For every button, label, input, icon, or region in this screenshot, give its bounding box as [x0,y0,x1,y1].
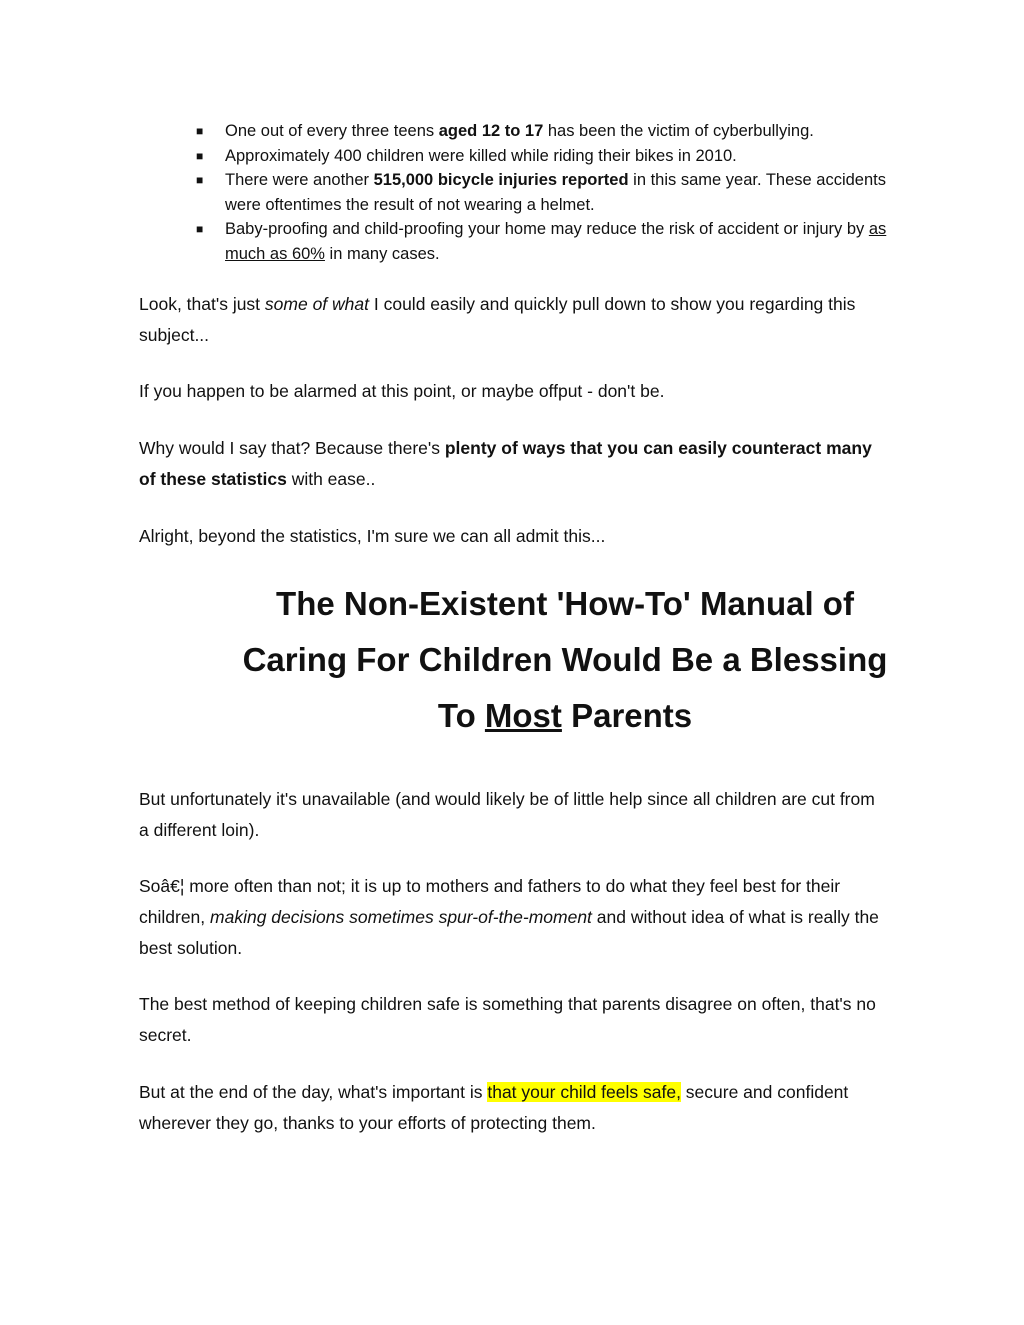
italic-text: making decisions sometimes spur-of-the-moment [210,907,592,927]
bold-text: aged 12 to 17 [438,122,544,140]
bullet-square-icon: ■ [196,124,204,138]
bullet-square-icon: ■ [196,173,204,187]
underlined-text: Most [484,697,562,734]
paragraph-best-method: The best method of keeping children safe is something that parents disagree on often, that's no secret. [139,994,876,1045]
bullet-square-icon: ■ [196,148,204,163]
bullet-square-icon: ■ [196,222,204,236]
paragraph-why: Why would I say that? Because there's plenty of ways that you can easily counteract many of these statistics with ease.. [139,438,872,489]
statistic-link[interactable]: as much as 60% [225,220,887,263]
section-heading: The Non-Existent 'How-To' Manual of Caring For Children Would Be a Blessing To Most Parents [242,585,888,734]
paragraph-alarmed: If you happen to be alarmed at this point, or maybe offput - don't be. [139,381,665,401]
highlighted-text: that your child feels safe, [487,1082,681,1102]
list-item: ■ Baby-proofing and child-proofing your home may reduce the risk of accident or injury by as much as 60% in many cases. [196,217,896,266]
italic-text: some of what [264,294,369,314]
paragraph-end-of-day: But at the end of the day, what's important is that your child feels safe, secure and confident wherever they go, thanks to your efforts of protecting them. [139,1082,849,1133]
list-item: ■ There were another 515,000 bicycle injuries reported in this same year. These accidents were oftentimes the result of not wearing a helmet. [196,168,896,217]
paragraph-unfortunately: But unfortunately it's unavailable (and would likely be of little help since all children are cut from a different loin). [139,789,875,840]
paragraph-alright: Alright, beyond the statistics, I'm sure we can all admit this... [139,526,606,546]
bold-text: 515,000 bicycle injuries reported [373,171,629,189]
paragraph-look: Look, that's just some of what I could easily and quickly pull down to show you regarding this subject... [139,294,856,345]
statistics-list [196,119,896,266]
list-item: ■ Approximately 400 children were killed while riding their bikes in 2010. [196,144,896,169]
paragraph-so: Soâ€¦ more often than not; it is up to mothers and fathers to do what they feel best for their children, making decisions sometimes spur-of-the-moment and without idea of what is really the best solution. [139,876,879,958]
list-item: ■ One out of every three teens aged 12 to 17 has been the victim of cyberbullying. [196,119,896,144]
bold-text: plenty of ways that you can easily counteract many of these statistics [139,438,872,489]
